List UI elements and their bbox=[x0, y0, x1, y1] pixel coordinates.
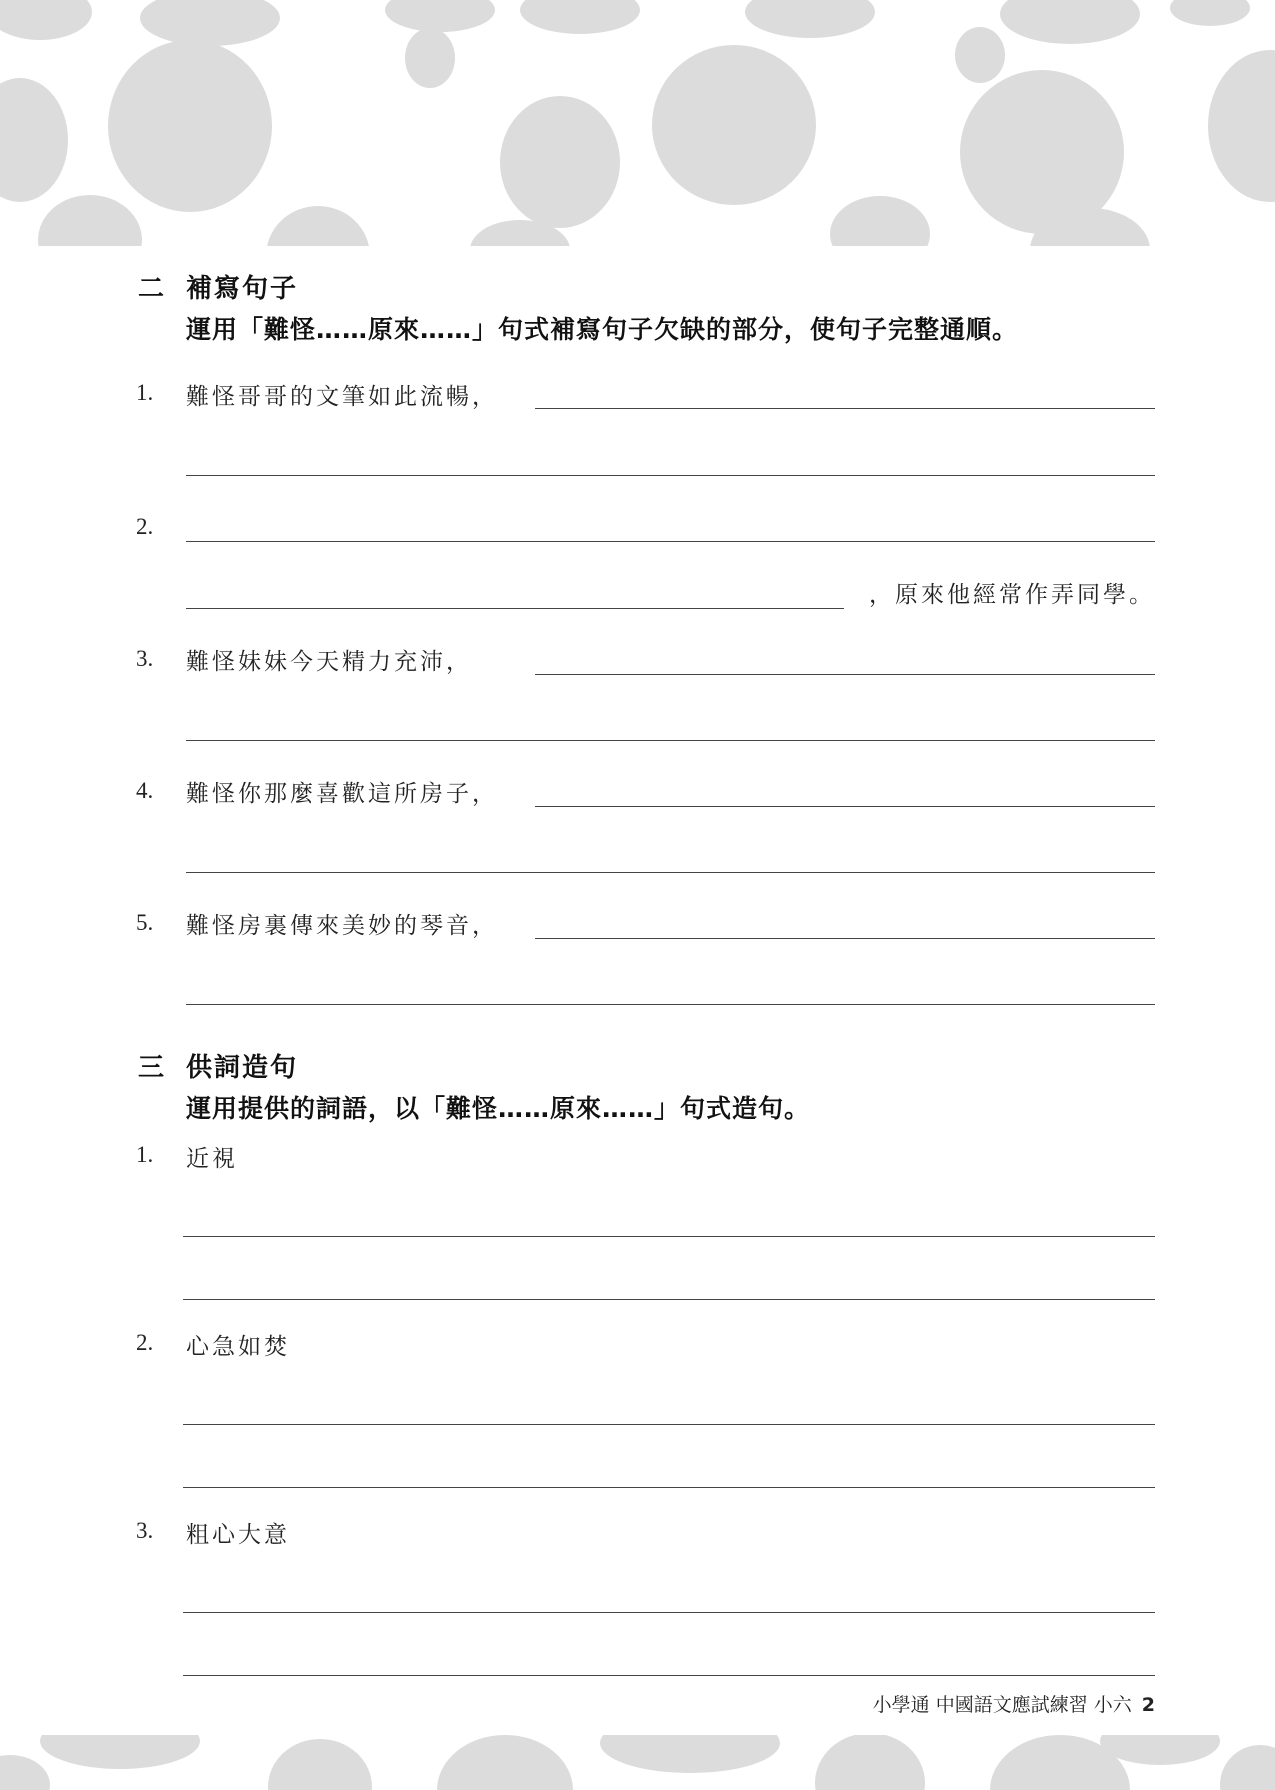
decorative-dots-bottom bbox=[0, 1735, 1275, 1790]
decorative-dots-top bbox=[0, 0, 1275, 248]
section-3-number: 三 bbox=[138, 1053, 167, 1083]
s2-q3-prompt: 難怪妹妹今天精力充沛， bbox=[186, 649, 472, 675]
s2-q1-answer-line-1[interactable] bbox=[535, 408, 1155, 409]
s2-q5-number: 5. bbox=[136, 910, 154, 935]
s3-q1-word: 近視 bbox=[186, 1146, 238, 1172]
s2-q1-number: 1. bbox=[136, 380, 154, 405]
s2-q4-number: 4. bbox=[136, 778, 154, 803]
s2-q2-answer-line-1[interactable] bbox=[186, 541, 1155, 542]
s2-q2-answer-line-2[interactable] bbox=[186, 608, 844, 609]
s2-q5-answer-line-1[interactable] bbox=[535, 938, 1155, 939]
s2-q2-number: 2. bbox=[136, 514, 154, 539]
s2-q3-answer-line-1[interactable] bbox=[535, 674, 1155, 675]
s3-q1-number: 1. bbox=[136, 1142, 154, 1167]
page-number: 2 bbox=[1141, 1694, 1155, 1716]
s3-q3-word: 粗心大意 bbox=[186, 1522, 290, 1548]
s2-q4-answer-line-1[interactable] bbox=[535, 806, 1155, 807]
s3-q3-answer-line-1[interactable] bbox=[183, 1612, 1155, 1613]
s2-q3-answer-line-2[interactable] bbox=[186, 740, 1155, 741]
s3-q2-answer-line-2[interactable] bbox=[183, 1487, 1155, 1488]
book-title: 小學通 中國語文應試練習 小六 bbox=[872, 1694, 1132, 1716]
section-2-heading bbox=[138, 268, 298, 305]
s2-q1-prompt: 難怪哥哥的文筆如此流暢， bbox=[186, 384, 498, 410]
s3-q3-number: 3. bbox=[136, 1518, 154, 1543]
s2-q5-answer-line-2[interactable] bbox=[186, 1004, 1155, 1005]
s2-q1-answer-line-2[interactable] bbox=[186, 475, 1155, 476]
s3-q2-word: 心急如焚 bbox=[186, 1334, 290, 1360]
s3-q3-answer-line-2[interactable] bbox=[183, 1675, 1155, 1676]
s3-q1-answer-line-1[interactable] bbox=[183, 1236, 1155, 1237]
s2-q4-answer-line-2[interactable] bbox=[186, 872, 1155, 873]
s3-q1-answer-line-2[interactable] bbox=[183, 1299, 1155, 1300]
s2-q2-suffix: ，原來他經常作弄同學。 bbox=[869, 582, 1155, 608]
s2-q5-prompt: 難怪房裏傳來美妙的琴音， bbox=[186, 913, 498, 939]
section-3-title: 供詞造句 bbox=[186, 1053, 299, 1083]
s3-q2-answer-line-1[interactable] bbox=[183, 1424, 1155, 1425]
section-2-title: 補寫句子 bbox=[186, 274, 299, 304]
section-3-heading bbox=[138, 1047, 298, 1084]
s2-q4-prompt: 難怪你那麼喜歡這所房子， bbox=[186, 781, 498, 807]
section-2-number: 二 bbox=[138, 274, 167, 304]
section-3-instruction: 運用提供的詞語，以「難怪……原來……」句式造句。 bbox=[186, 1094, 811, 1123]
page-footer bbox=[873, 1690, 1155, 1717]
s2-q3-number: 3. bbox=[136, 646, 154, 671]
section-2-instruction: 運用「難怪……原來……」句式補寫句子欠缺的部分，使句子完整通順。 bbox=[186, 315, 1019, 344]
s3-q2-number: 2. bbox=[136, 1330, 154, 1355]
